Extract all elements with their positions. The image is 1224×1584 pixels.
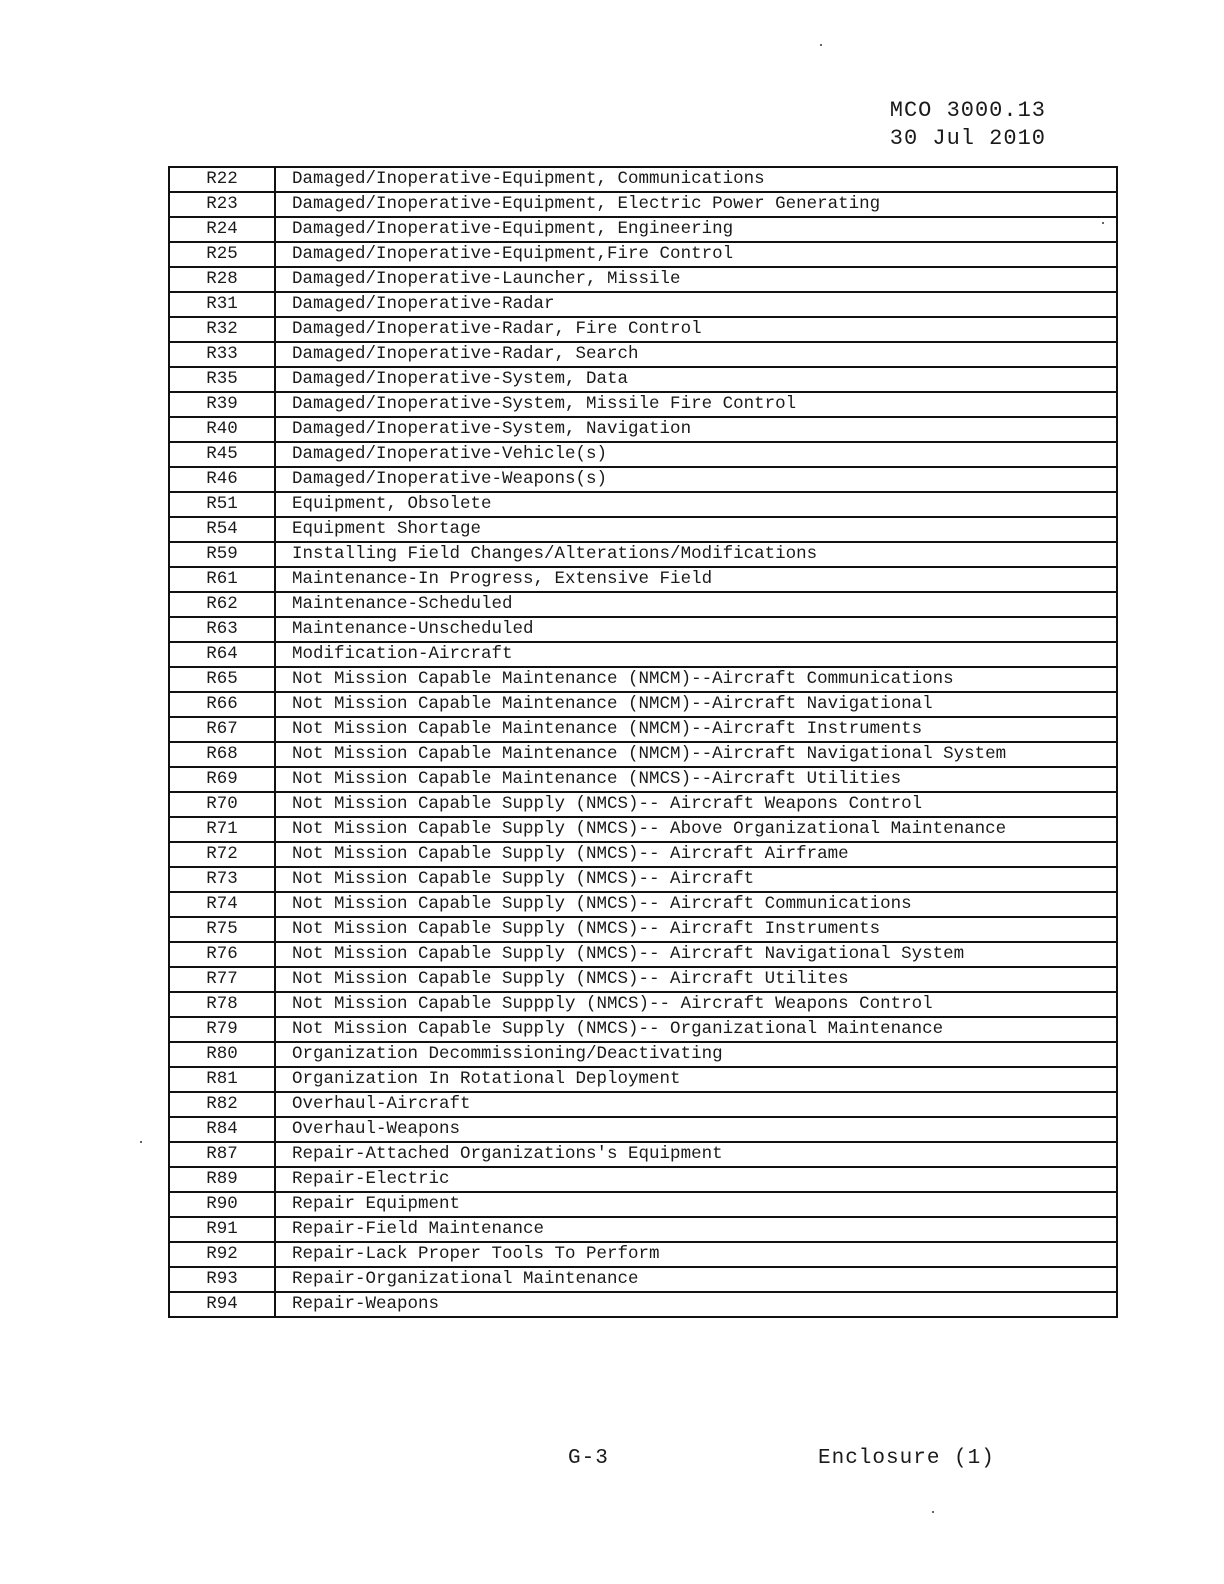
reason-description: Maintenance-In Progress, Extensive Field — [275, 567, 1117, 592]
reason-code: R77 — [169, 967, 275, 992]
table-row — [169, 667, 1117, 692]
reason-code: R93 — [169, 1267, 275, 1292]
table-row — [169, 417, 1117, 442]
table-row — [169, 567, 1117, 592]
page-number: G-3 — [568, 1447, 609, 1470]
reason-description: Organization Decommissioning/Deactivating — [275, 1042, 1117, 1067]
reason-description: Damaged/Inoperative-Weapons(s) — [275, 467, 1117, 492]
reason-description: Damaged/Inoperative-Launcher, Missile — [275, 267, 1117, 292]
table-row — [169, 1017, 1117, 1042]
reason-description: Equipment, Obsolete — [275, 492, 1117, 517]
table-row — [169, 542, 1117, 567]
reason-code: R46 — [169, 467, 275, 492]
reason-description: Damaged/Inoperative-Equipment,Fire Control — [275, 242, 1117, 267]
reason-description: Not Mission Capable Supply (NMCS)-- Aircraft Airframe — [275, 842, 1117, 867]
table-row — [169, 892, 1117, 917]
reason-code: R62 — [169, 592, 275, 617]
reason-description: Damaged/Inoperative-Equipment, Electric Power Generating — [275, 192, 1117, 217]
reason-code: R84 — [169, 1117, 275, 1142]
reason-code: R69 — [169, 767, 275, 792]
reason-code: R59 — [169, 542, 275, 567]
reason-code: R65 — [169, 667, 275, 692]
reason-code: R32 — [169, 317, 275, 342]
reason-description: Not Mission Capable Supply (NMCS)-- Aircraft — [275, 867, 1117, 892]
reason-description: Installing Field Changes/Alterations/Modifications — [275, 542, 1117, 567]
table-row — [169, 242, 1117, 267]
reason-description: Not Mission Capable Maintenance (NMCM)--Aircraft Navigational — [275, 692, 1117, 717]
scan-speck — [140, 1141, 142, 1143]
reason-code: R80 — [169, 1042, 275, 1067]
table-row — [169, 742, 1117, 767]
table-row — [169, 1292, 1117, 1317]
reason-code: R73 — [169, 867, 275, 892]
table-row — [169, 1167, 1117, 1192]
table-row — [169, 942, 1117, 967]
reason-description: Repair-Lack Proper Tools To Perform — [275, 1242, 1117, 1267]
table-row — [169, 442, 1117, 467]
reason-description: Not Mission Capable Supply (NMCS)-- Aircraft Instruments — [275, 917, 1117, 942]
reason-code: R67 — [169, 717, 275, 742]
table-row — [169, 1142, 1117, 1167]
reason-code: R24 — [169, 217, 275, 242]
reason-description: Not Mission Capable Maintenance (NMCM)--Aircraft Communications — [275, 667, 1117, 692]
reason-code: R22 — [169, 167, 275, 192]
table-row — [169, 367, 1117, 392]
reason-description: Not Mission Capable Supply (NMCS)-- Aircraft Communications — [275, 892, 1117, 917]
reason-description: Not Mission Capable Supply (NMCS)-- Aircraft Utilites — [275, 967, 1117, 992]
reason-code: R51 — [169, 492, 275, 517]
reason-description: Not Mission Capable Maintenance (NMCM)--Aircraft Instruments — [275, 717, 1117, 742]
table-row — [169, 317, 1117, 342]
reason-code: R64 — [169, 642, 275, 667]
table-row — [169, 1042, 1117, 1067]
document-number: MCO 3000.13 — [889, 98, 1046, 123]
reason-description: Not Mission Capable Supply (NMCS)-- Aircraft Weapons Control — [275, 792, 1117, 817]
reason-description: Not Mission Capable Maintenance (NMCM)--Aircraft Navigational System — [275, 742, 1117, 767]
reason-description: Not Mission Capable Supply (NMCS)-- Organizational Maintenance — [275, 1017, 1117, 1042]
reason-description: Organization In Rotational Deployment — [275, 1067, 1117, 1092]
reason-description: Not Mission Capable Supply (NMCS)-- Above Organizational Maintenance — [275, 817, 1117, 842]
reason-code: R33 — [169, 342, 275, 367]
table-row — [169, 692, 1117, 717]
reason-code: R63 — [169, 617, 275, 642]
reason-description: Damaged/Inoperative-Radar, Fire Control — [275, 317, 1117, 342]
reason-description: Repair-Attached Organizations's Equipment — [275, 1142, 1117, 1167]
reason-code: R71 — [169, 817, 275, 842]
reason-code-rows — [169, 167, 1117, 1317]
table-row — [169, 917, 1117, 942]
table-row — [169, 192, 1117, 217]
reason-code: R25 — [169, 242, 275, 267]
table-row — [169, 617, 1117, 642]
reason-code: R91 — [169, 1217, 275, 1242]
reason-code: R40 — [169, 417, 275, 442]
reason-code: R68 — [169, 742, 275, 767]
reason-code: R54 — [169, 517, 275, 542]
scan-speck — [932, 1511, 934, 1513]
reason-code: R72 — [169, 842, 275, 867]
reason-description: Equipment Shortage — [275, 517, 1117, 542]
scan-speck — [820, 44, 822, 46]
reason-code: R76 — [169, 942, 275, 967]
reason-code: R79 — [169, 1017, 275, 1042]
reason-code: R82 — [169, 1092, 275, 1117]
reason-description: Damaged/Inoperative-System, Navigation — [275, 417, 1117, 442]
table-row — [169, 642, 1117, 667]
reason-description: Damaged/Inoperative-System, Data — [275, 367, 1117, 392]
reason-code: R90 — [169, 1192, 275, 1217]
table-row — [169, 267, 1117, 292]
reason-code: R31 — [169, 292, 275, 317]
table-row — [169, 1117, 1117, 1142]
table-row — [169, 767, 1117, 792]
table-row — [169, 817, 1117, 842]
table-row — [169, 492, 1117, 517]
table-row — [169, 592, 1117, 617]
table-row — [169, 792, 1117, 817]
reason-description: Repair-Organizational Maintenance — [275, 1267, 1117, 1292]
table-row — [169, 292, 1117, 317]
reason-code-table — [168, 166, 1118, 1318]
table-row — [169, 1192, 1117, 1217]
table-row — [169, 717, 1117, 742]
reason-code: R75 — [169, 917, 275, 942]
reason-description: Damaged/Inoperative-Equipment, Engineering — [275, 217, 1117, 242]
reason-code: R39 — [169, 392, 275, 417]
table-row — [169, 517, 1117, 542]
table-row — [169, 392, 1117, 417]
table-row — [169, 1217, 1117, 1242]
table-row — [169, 217, 1117, 242]
reason-code: R45 — [169, 442, 275, 467]
reason-code: R23 — [169, 192, 275, 217]
reason-code: R28 — [169, 267, 275, 292]
reason-code: R66 — [169, 692, 275, 717]
reason-description: Modification-Aircraft — [275, 642, 1117, 667]
reason-code: R35 — [169, 367, 275, 392]
table-row — [169, 1067, 1117, 1092]
document-header — [890, 97, 1046, 153]
reason-description: Damaged/Inoperative-Equipment, Communications — [275, 167, 1117, 192]
table-row — [169, 842, 1117, 867]
table-row — [169, 1267, 1117, 1292]
table-row — [169, 992, 1117, 1017]
reason-code: R74 — [169, 892, 275, 917]
reason-description: Overhaul-Weapons — [275, 1117, 1117, 1142]
table-row — [169, 167, 1117, 192]
reason-description: Not Mission Capable Maintenance (NMCS)--Aircraft Utilities — [275, 767, 1117, 792]
reason-description: Repair-Weapons — [275, 1292, 1117, 1317]
reason-description: Damaged/Inoperative-Radar — [275, 292, 1117, 317]
reason-description: Repair-Field Maintenance — [275, 1217, 1117, 1242]
reason-description: Damaged/Inoperative-Radar, Search — [275, 342, 1117, 367]
table-row — [169, 1092, 1117, 1117]
table-row — [169, 342, 1117, 367]
reason-code: R61 — [169, 567, 275, 592]
table-row — [169, 867, 1117, 892]
table-row — [169, 967, 1117, 992]
reason-description: Repair Equipment — [275, 1192, 1117, 1217]
table-row — [169, 467, 1117, 492]
reason-code: R78 — [169, 992, 275, 1017]
reason-description: Not Mission Capable Supply (NMCS)-- Aircraft Navigational System — [275, 942, 1117, 967]
reason-description: Damaged/Inoperative-Vehicle(s) — [275, 442, 1117, 467]
reason-description: Damaged/Inoperative-System, Missile Fire Control — [275, 392, 1117, 417]
reason-code: R70 — [169, 792, 275, 817]
table-row — [169, 1242, 1117, 1267]
reason-description: Maintenance-Unscheduled — [275, 617, 1117, 642]
reason-code: R92 — [169, 1242, 275, 1267]
reason-code: R94 — [169, 1292, 275, 1317]
document-date: 30 Jul 2010 — [889, 126, 1046, 151]
enclosure-label: Enclosure (1) — [818, 1447, 995, 1470]
reason-description: Not Mission Capable Suppply (NMCS)-- Aircraft Weapons Control — [275, 992, 1117, 1017]
reason-code: R89 — [169, 1167, 275, 1192]
reason-code: R87 — [169, 1142, 275, 1167]
reason-description: Overhaul-Aircraft — [275, 1092, 1117, 1117]
reason-description: Maintenance-Scheduled — [275, 592, 1117, 617]
reason-description: Repair-Electric — [275, 1167, 1117, 1192]
reason-code: R81 — [169, 1067, 275, 1092]
